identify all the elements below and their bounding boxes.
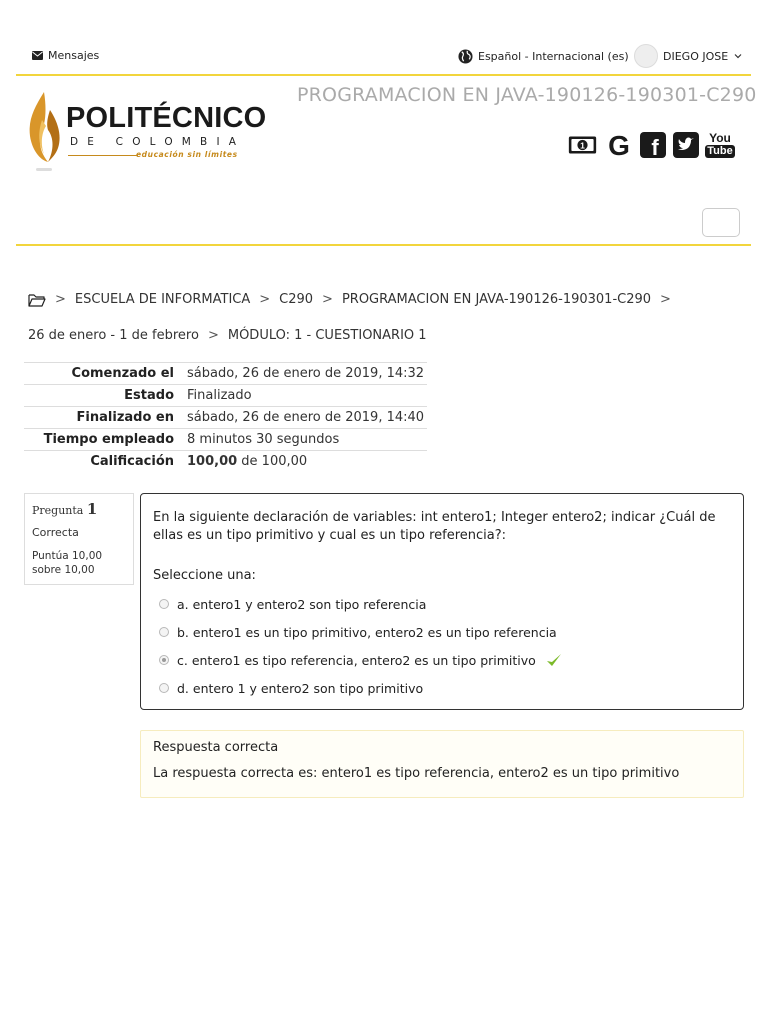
grade-score: 100,00 [187,454,238,470]
answer-option-c[interactable] [159,646,562,674]
radio-button[interactable] [159,655,169,665]
breadcrumb-item-week[interactable]: 26 de enero - 1 de febrero [28,328,199,343]
question-state: Correcta [32,526,79,539]
user-name: DIEGO JOSE [663,49,729,63]
summary-value: Finalizado [187,388,252,403]
breadcrumb-line-2 [28,318,748,354]
twitter-icon[interactable] [673,132,699,158]
svg-text:f: f [651,134,659,158]
chevron-down-icon [733,52,743,60]
grade-line-1: Puntúa 10,00 [32,550,103,562]
table-row [24,451,427,473]
globe-icon [458,49,473,64]
logo-subname: DE COLOMBIA [70,136,246,148]
envelope-icon [32,51,43,60]
logo-divider [68,155,138,156]
summary-label: Tiempo empleado [43,432,174,447]
language-label: Español - Internacional (es) [478,50,629,63]
youtube-icon[interactable] [706,130,734,159]
navbar-toggle-button[interactable] [702,208,740,237]
attempt-summary-table [24,362,427,473]
answer-text: b. entero1 es un tipo primitivo, entero2 es un tipo referencia [177,624,557,640]
breadcrumb-separator: > [259,292,271,307]
summary-value: sábado, 26 de enero de 2019, 14:32 [187,366,425,381]
breadcrumb-line-1 [28,282,748,318]
logo-name: POLITÉCNICO [66,102,267,134]
question-number [32,500,97,518]
svg-text:1: 1 [580,139,585,150]
messages-link[interactable] [32,49,99,62]
table-row [24,429,427,451]
answer-feedback [140,730,744,798]
table-row [24,363,427,385]
breadcrumb-separator: > [55,292,66,307]
breadcrumb [28,282,748,354]
table-row [24,385,427,407]
answer-option-d[interactable] [159,674,562,702]
youtube-bottom: Tube [707,144,733,157]
flame-icon [26,90,64,164]
question-text: En la siguiente declaración de variables: int entero1; Integer entero2; indicar ¿Cuál de ellas es un tipo primitivo y cual es un tipo referencia?: [153,510,716,543]
answer-prompt: Seleccione una: [153,568,256,583]
summary-label: Calificación [90,454,174,470]
breadcrumb-item-school[interactable]: ESCUELA DE INFORMATICA [74,292,251,307]
question-content [140,493,744,710]
course-title: PROGRAMACION EN JAVA-190126-190301-C290 [297,84,757,106]
answer-text: d. entero 1 y entero2 son tipo primitivo [177,680,424,696]
svg-text:G: G [607,130,630,159]
youtube-top: You [709,130,731,145]
question-grade [32,549,102,577]
top-navbar [16,40,751,76]
breadcrumb-separator: > [660,292,671,307]
social-links [568,130,734,159]
language-selector[interactable] [458,49,629,64]
question-label: Pregunta [32,504,84,517]
answer-text: a. entero1 y entero2 son tipo referencia [177,596,427,612]
summary-value [180,451,427,473]
facebook-icon[interactable] [640,132,666,158]
radio-button[interactable] [159,627,169,637]
summary-value: sábado, 26 de enero de 2019, 14:40 [187,410,425,425]
radio-button[interactable] [159,599,169,609]
summary-value: 8 minutos 30 segundos [187,432,340,447]
breadcrumb-separator: > [207,328,219,343]
breadcrumb-item-course-code[interactable]: C290 [279,292,314,307]
messages-label: Mensajes [48,49,100,62]
summary-label: Estado [124,388,174,403]
table-row [24,407,427,429]
money-icon[interactable] [568,130,597,159]
answer-option-a[interactable] [159,590,562,618]
summary-label: Finalizado en [76,410,174,425]
google-icon[interactable] [604,130,633,159]
radio-button[interactable] [159,683,169,693]
grade-suffix: de 100,00 [237,454,308,470]
header-divider [16,244,751,246]
folder-icon[interactable] [28,293,46,307]
answer-text: c. entero1 es tipo referencia, entero2 es un tipo primitivo [177,652,536,668]
logo-tagline: educación sin límites [136,150,238,159]
feedback-text: La respuesta correcta es: entero1 es tipo referencia, entero2 es un tipo primitivo [153,766,680,781]
grade-line-2: sobre 10,00 [32,564,95,576]
feedback-title: Respuesta correcta [153,740,279,755]
logo-shadow [36,168,52,171]
breadcrumb-separator: > [322,292,333,307]
answer-option-b[interactable] [159,618,562,646]
summary-label: Comenzado el [71,366,174,381]
user-menu[interactable] [634,44,743,68]
site-logo[interactable] [26,90,266,174]
checkmark-icon [546,653,562,667]
question-info [24,493,134,585]
avatar [634,44,658,68]
breadcrumb-item-quiz[interactable]: MÓDULO: 1 - CUESTIONARIO 1 [227,328,427,343]
question-number-value: 1 [86,500,98,518]
breadcrumb-item-course[interactable]: PROGRAMACION EN JAVA-190126-190301-C290 [341,292,652,307]
answer-list [159,590,562,702]
